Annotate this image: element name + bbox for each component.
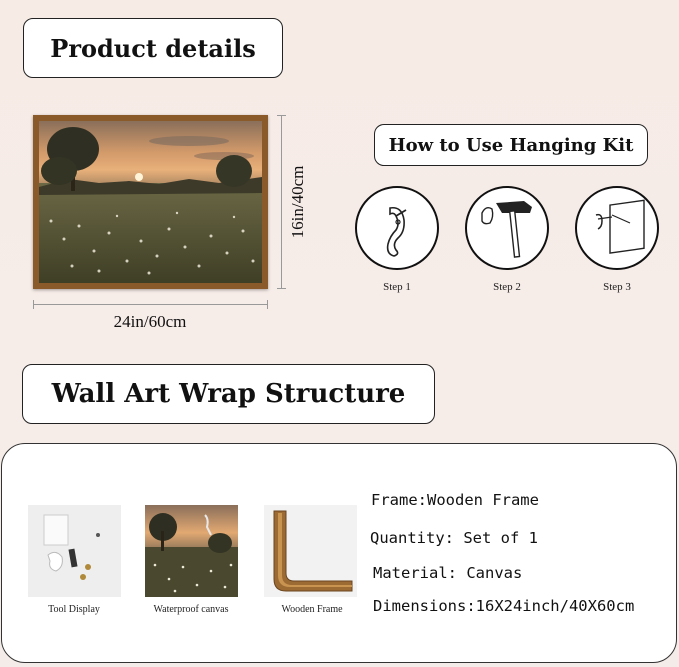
hammer-icon — [472, 193, 542, 263]
spec-material: Material: Canvas — [373, 564, 523, 582]
framed-painting — [33, 115, 268, 289]
step-3 — [575, 186, 659, 293]
tool-display-caption: Tool Display — [48, 604, 100, 615]
product-details-heading: Product details — [23, 18, 283, 78]
tool-display-thumbnail — [28, 505, 121, 597]
step-2-label: Step 2 — [493, 281, 521, 293]
wooden-frame-caption: Wooden Frame — [281, 604, 343, 615]
height-label: 16in/40cm — [288, 165, 307, 239]
step-1 — [355, 186, 439, 293]
waterproof-canvas-caption: Waterproof canvas — [153, 604, 229, 615]
spec-dimensions: Dimensions:16X24inch/40X60cm — [373, 597, 635, 615]
waterproof-canvas-thumbnail — [145, 505, 238, 597]
wrap-structure-heading: Wall Art Wrap Structure — [22, 364, 435, 424]
step-1-label: Step 1 — [383, 281, 411, 293]
spec-frame: Frame:Wooden Frame — [371, 491, 539, 509]
height-dimension-line — [281, 115, 282, 289]
step-3-label: Step 3 — [603, 281, 631, 293]
wooden-frame-thumbnail — [264, 505, 357, 597]
hanging-kit-heading: How to Use Hanging Kit — [374, 124, 648, 166]
width-dimension-line — [33, 304, 268, 305]
spec-quantity: Quantity: Set of 1 — [370, 529, 538, 547]
wall-hook-icon — [372, 198, 422, 258]
width-label: 24in/60cm — [113, 312, 187, 331]
hanging-frame-icon — [582, 193, 652, 263]
step-2 — [465, 186, 549, 293]
